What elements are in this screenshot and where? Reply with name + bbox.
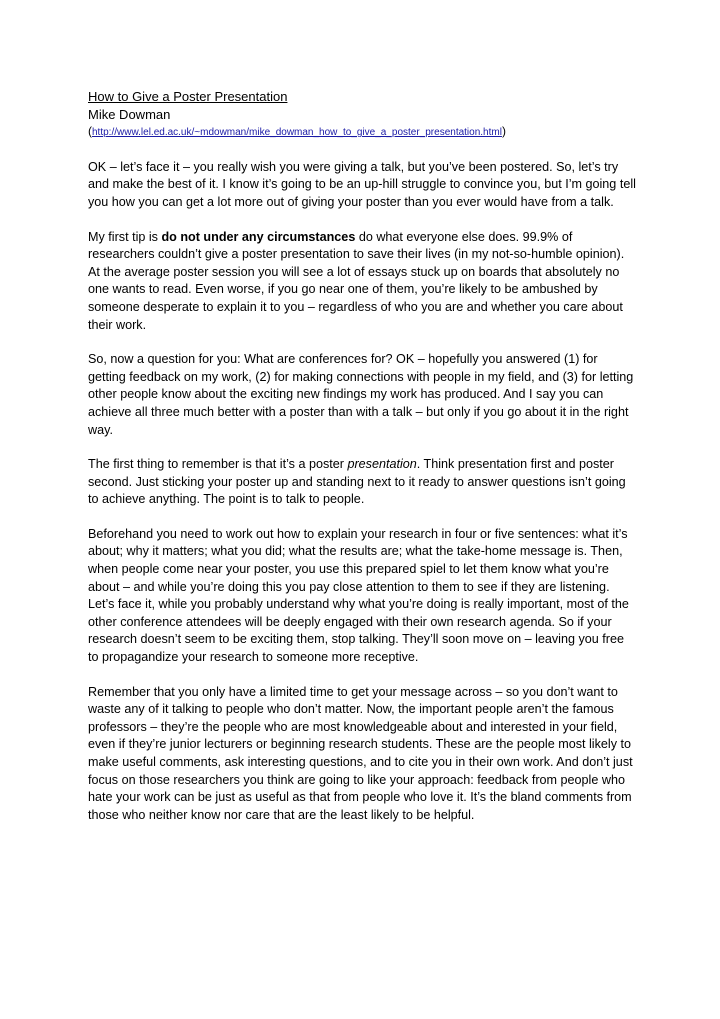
url-open-paren: ( [88, 124, 92, 139]
emphasis-bold: do not under any circumstances [161, 229, 356, 244]
source-url-link[interactable]: http://www.lel.ed.ac.uk/~mdowman/mike_dowman_how_to_give_a_poster_presentation.html [92, 127, 502, 139]
paragraph-limited-time: Remember that you only have a limited time to get your message across – so you don’t want to waste any of it talking to people who don’t matter. Now, the important people aren’t the famous professors – they’re the people who are most knowledgeable about and interested in your field, even if they’re junior lecturers or beginning research students. These are the people most likely to make useful comments, ask interesting questions, and to cite you in their own work. And don’t just focus on those researchers you think are going to like your approach: feedback from people who hate your work can be just as useful as that from people who love it. It’s the bland comments from those who neither know nor care that are the least likely to be helpful. [88, 684, 633, 822]
paragraph-conferences: So, now a question for you: What are conferences for? OK – hopefully you answered (1) for getting feedback on my work, (2) for making connections with people in my field, and (3) for letting other people know about the exciting new findings my work has produced. And I say you can achieve all three much better with a poster than with a talk – but only if you go about it in the right way. [88, 352, 634, 437]
author-name: Mike Dowman [88, 106, 171, 122]
paragraph-intro: OK – let’s face it – you really wish you were giving a talk, but you’ve been postered. So, let’s try and make the best of it. I know it’s going to be an up-hill struggle to convince you, but I’m going tell you how you can get a lot more out of giving your poster than you ever would have from a talk. [88, 159, 636, 209]
paragraph-first-tip [88, 229, 636, 335]
document-title: How to Give a Poster Presentation [88, 89, 288, 104]
paragraph-first-tip-lead: My first tip is [88, 229, 162, 244]
paragraph-first-tip-rest: do what everyone else does. 99.9% of researchers couldn’t give a poster presentation to save their lives (in my not-so-humble opinion). At the average poster session you will see a lot of essays stuck up on boards that absolutely no one wants to read. Even worse, if you go near one of them, you’re likely to be ambushed by someone desperate to explain it to you – regardless of who you are and whether you care about their work. [88, 229, 625, 332]
paragraph-beforehand: Beforehand you need to work out how to explain your research in four or five sentences: what it’s about; why it matters; what you did; what the results are; what the take-home message is. Then, when people come near your poster, you use this prepared spiel to let them know what you’re about – and while you’re doing this you pay close attention to them to see if they are listening. Let’s face it, while you probably understand why what you’re doing is really important, most of the other conference attendees will be deeply engaged with their own research agenda. So if your research doesn’t seem to be exciting them, stop talking. They’ll soon move on – leaving you free to propagandize your research to someone more receptive. [88, 526, 629, 665]
paragraph-presentation-rest: . Think presentation first and poster second. Just sticking your poster up and standing next to it ready to answer questions isn’t going to achieve anything. The point is to talk to people. [88, 457, 626, 507]
url-close-paren: ) [501, 124, 506, 139]
emphasis-italic: presentation [347, 457, 417, 472]
paragraph-presentation [88, 456, 636, 509]
paragraph-presentation-lead: The first thing to remember is that it’s a poster [88, 457, 348, 472]
document-page [88, 88, 636, 824]
source-url-line [88, 123, 636, 142]
